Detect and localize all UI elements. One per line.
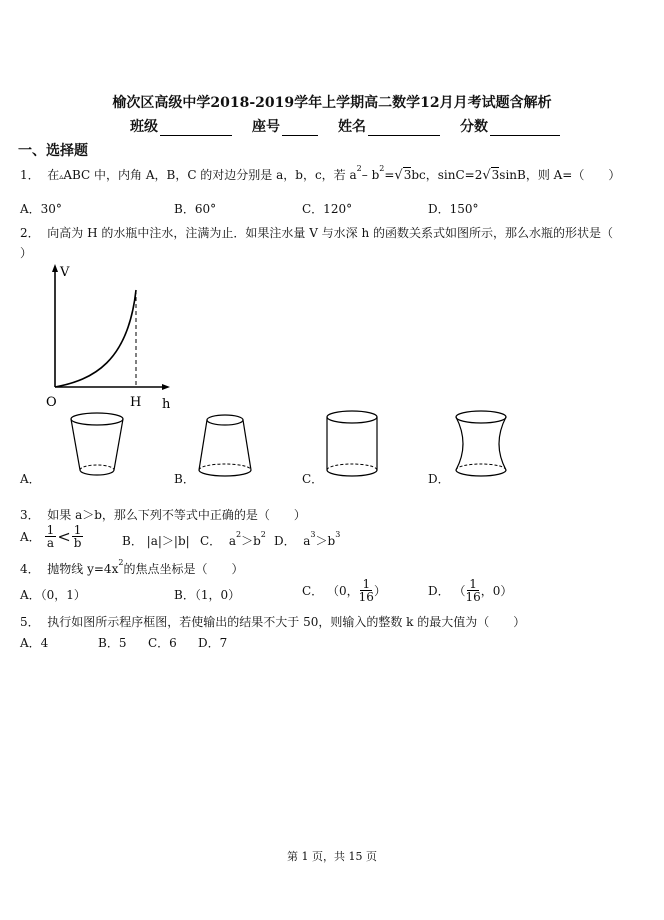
class-label: 班级 xyxy=(130,119,158,135)
page-footer: 第 1 页，共 15 页 xyxy=(287,850,377,863)
q3-option-a[interactable]: A． $\frac{1}{a}$ < $\frac{1}{b}$ xyxy=(20,523,82,550)
q2-option-c[interactable]: C． xyxy=(302,472,324,486)
class-field[interactable] xyxy=(130,116,232,136)
score-field[interactable] xyxy=(460,116,560,136)
section-heading: 一、选择题 xyxy=(18,143,88,159)
origin-label: O xyxy=(46,395,57,410)
volume-depth-graph xyxy=(38,262,174,412)
x-axis-label: h xyxy=(162,397,171,412)
bottle-d-icon[interactable] xyxy=(450,406,512,480)
score-label: 分数 xyxy=(460,119,488,135)
q1-option-a[interactable]: A．30° xyxy=(20,202,62,216)
y-axis-arrow xyxy=(52,264,58,272)
name-label: 姓名 xyxy=(338,119,366,135)
q5-option-b[interactable]: B．5 xyxy=(98,636,127,650)
q3-option-b[interactable]: B． |a|＞|b| xyxy=(122,534,190,548)
bottle-b-icon[interactable] xyxy=(194,410,256,478)
fraction-1-over-b: $\frac{1}{b}$ xyxy=(73,523,82,550)
q3-option-c[interactable]: C． $a^2>b^2$ xyxy=(200,530,266,548)
question-2-close: ） xyxy=(20,246,33,260)
q5-option-c[interactable]: C．6 xyxy=(148,636,177,650)
y-axis-label: V xyxy=(60,265,70,280)
question-4: 4． 抛物线 $y=4x^2$的焦点坐标是（ ） xyxy=(20,558,244,576)
question-3: 3． 如果 a＞b，那么下列不等式中正确的是（ ） xyxy=(20,508,306,522)
bottle-c-icon[interactable] xyxy=(322,406,382,480)
class-blank[interactable] xyxy=(160,120,232,136)
question-1: 1． 在▵ABC 中，内角 A，B，C 的对边分别是 a，b，c，若 $a^2-$ $b^2=√3bc$，sinC=2√3sinB，则 A=（ ） xyxy=(20,164,621,183)
score-blank[interactable] xyxy=(490,120,560,136)
q4-option-a[interactable]: A．（0，1） xyxy=(20,588,86,602)
q2-option-b[interactable]: B． xyxy=(174,472,195,486)
q1-option-b[interactable]: B．60° xyxy=(174,202,217,216)
q2-option-a[interactable]: A． xyxy=(20,472,41,486)
name-field[interactable] xyxy=(338,116,440,136)
q5-option-d[interactable]: D．7 xyxy=(198,636,228,650)
fraction-1-over-a: $\frac{1}{a}$ xyxy=(46,523,55,550)
volume-curve xyxy=(55,290,136,387)
q5-option-a[interactable]: A．4 xyxy=(20,636,49,650)
q2-option-d[interactable]: D． xyxy=(428,472,450,486)
fraction-1-over-16: $\frac{1}{16}$ xyxy=(465,577,481,604)
q4-option-d[interactable]: D． （ $\frac{1}{16}$ ，0） xyxy=(428,577,513,604)
q1-option-d[interactable]: D．150° xyxy=(428,202,479,216)
q4-option-c[interactable]: C． （0， $\frac{1}{16}$ ） xyxy=(302,577,386,604)
seat-label: 座号 xyxy=(252,119,280,135)
question-5: 5． 执行如图所示程序框图，若使输出的结果不大于 50，则输入的整数 k 的最大值为（ ） xyxy=(20,615,526,629)
q3-option-d[interactable]: D． $a^3>b^3$ xyxy=(274,530,341,548)
seat-field[interactable] xyxy=(252,116,318,136)
h-max-label: H xyxy=(130,395,142,410)
fraction-1-over-16: $\frac{1}{16}$ xyxy=(358,577,374,604)
x-axis-arrow xyxy=(162,384,170,390)
bottle-a-icon[interactable] xyxy=(66,410,128,478)
name-blank[interactable] xyxy=(368,120,440,136)
q1-option-c[interactable]: C．120° xyxy=(302,202,353,216)
page-title: 榆次区高级中学2018-2019学年上学期高二数学12月月考试题含解析 xyxy=(112,95,552,111)
q4-option-b[interactable]: B．（1，0） xyxy=(174,588,241,602)
seat-blank[interactable] xyxy=(282,120,318,136)
question-2: 2． 向高为 H 的水瓶中注水，注满为止．如果注水量 V 与水深 h 的函数关系式如图所示，那么水瓶的形状是（ xyxy=(20,226,614,240)
